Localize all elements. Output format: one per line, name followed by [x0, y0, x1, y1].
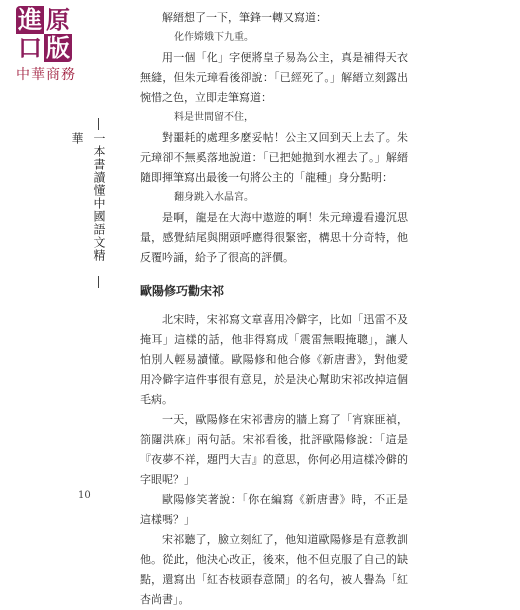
badge-char-3: 口	[18, 33, 42, 62]
side-book-title: 一本書讀懂中國語文精華	[70, 132, 106, 262]
paragraph-7: 歐陽修笑著說：「你在編寫《新唐書》時，不正是這樣嗎？」	[140, 493, 408, 526]
import-original-logo	[16, 6, 72, 62]
page-number: 10	[78, 490, 91, 501]
badge-char-4: 版	[46, 33, 70, 62]
paragraph-8: 宋祁聽了，臉立刻紅了，他知道歐陽修是有意教訓他。從此，他決心改正，後來，他不但克服了自己的缺點，還寫出「紅杏枝頭春意鬧」的名句，被人譽為「紅杏尚書」。	[140, 533, 408, 606]
side-title-top-rule	[98, 118, 99, 130]
paragraph-5: 北宋時，宋祁寫文章喜用冷僻字，比如「迅雷不及掩耳」這樣的話，他非得寫成「震雷無暇掩聰」，讓人怕別人輕易讀懂。歐陽修和他合修《新唐書》，對他愛用冷僻字這件事很有意見，於是決心幫助宋祁改掉這個毛病。	[140, 313, 408, 406]
side-title-bottom-rule	[98, 276, 99, 288]
paragraph-4: 是啊，龍是在大海中遨遊的啊！朱元璋邊看邊沉思量，感覺結尾與開頭呼應得很緊密，構思十分奇特，他反覆吟誦，給予了很高的評價。	[140, 211, 408, 264]
poem-line-3: 翻身跳入水晶宮。	[174, 192, 254, 203]
section-heading: 歐陽修巧勸宋祁	[140, 284, 225, 298]
publisher-badge	[0, 0, 88, 92]
publisher-name: 中華商務	[16, 67, 76, 83]
paragraph-1: 解縉想了一下，筆鋒一轉又寫道：	[162, 11, 327, 24]
side-title-bar	[70, 118, 110, 288]
paragraph-6: 一天，歐陽修在宋祁書房的牆上寫了「宵寐匪禎，箚闥洪庥」兩句話。宋祁看後，批評歐陽修說：「這是『夜夢不祥，題門大吉』的意思，你何必用這樣冷僻的字眼呢？」	[140, 413, 408, 486]
badge-char-1: 進	[18, 5, 42, 34]
badge-char-2: 原	[46, 5, 70, 34]
poem-line-2: 料是世間留不住，	[174, 112, 254, 123]
paragraph-2: 用一個「化」字便將皇子易為公主，真是補得天衣無縫，但朱元璋看後卻說：「已經死了。」解縉立刻露出惋惜之色，立即走筆寫道：	[140, 51, 408, 104]
paragraph-3: 對噩耗的處理多麼妥帖！公主又回到天上去了。朱元璋卻不無奚落地說道：「已把她拋到水裡去了。」解縉隨即揮筆寫出最後一句將公主的「龍種」身分點明：	[140, 131, 408, 184]
poem-line-1: 化作嫦娥下九重。	[174, 32, 254, 43]
